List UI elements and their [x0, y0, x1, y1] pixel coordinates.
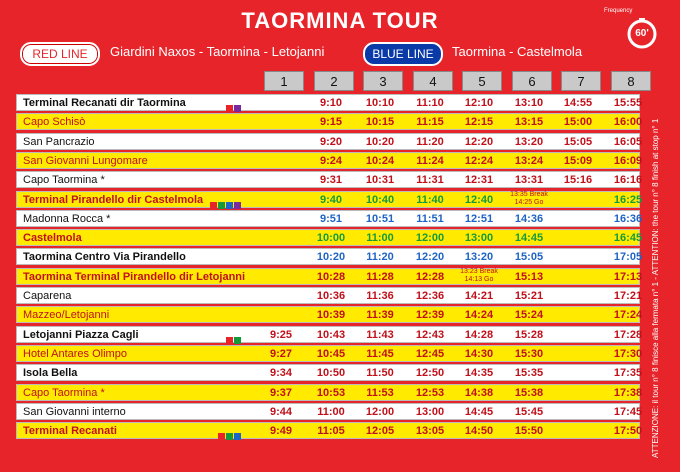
time-cell: 15:28	[514, 328, 544, 341]
time-cell: 17:30	[613, 347, 643, 360]
time-cell: 10:50	[316, 367, 346, 380]
stop-name: Capo Taormina *	[23, 174, 105, 187]
time-cell: 12:53	[415, 386, 445, 399]
frequency-badge	[604, 8, 664, 56]
time-cell: 9:10	[319, 97, 343, 109]
time-cell: 14:38	[464, 386, 494, 399]
time-cell: 9:44	[269, 405, 293, 418]
table-row	[16, 152, 643, 169]
time-cell: 11:36	[366, 290, 394, 302]
frequency-label: Frequency	[604, 8, 633, 14]
time-cell: 17:45	[613, 405, 643, 418]
time-cell: 10:43	[316, 328, 346, 341]
time-cell: 17:38	[613, 386, 643, 399]
time-cell: 12:00	[415, 232, 445, 245]
time-cell: 9:15	[319, 116, 343, 129]
time-cell: 10:20	[316, 251, 346, 264]
time-cell: 11:43	[366, 328, 394, 341]
time-cell: 10:24	[365, 154, 395, 167]
column-header-7: 7	[561, 71, 601, 91]
table-row	[16, 229, 643, 246]
time-cell: 11:20	[366, 251, 394, 264]
time-cell: 11:40	[416, 193, 444, 206]
time-cell: 16:05	[613, 135, 643, 148]
table-row	[16, 210, 643, 227]
table-row	[16, 384, 643, 401]
time-cell: 12:40	[464, 193, 494, 206]
time-cell: 11:10	[416, 97, 444, 109]
stop-name: Castelmola	[23, 232, 82, 245]
time-cell: 13:15	[514, 116, 544, 129]
time-cell: 9:24	[319, 154, 343, 167]
time-cell: 13:00	[415, 405, 445, 418]
time-cell: 10:20	[365, 135, 395, 148]
time-cell: 13:31	[514, 174, 544, 187]
stop-name: Taormina Terminal Pirandello dir Letojanni	[23, 270, 246, 283]
time-cell: 13:20	[464, 251, 494, 264]
time-cell: 9:25	[269, 328, 293, 341]
stop-name: Hotel Antares Olimpo	[23, 347, 127, 360]
time-cell: 12:39	[415, 309, 445, 322]
table-row	[16, 94, 643, 111]
time-cell: 13:20	[514, 135, 544, 148]
time-cell: 13:10	[514, 97, 544, 109]
time-cell: 15:05	[514, 251, 544, 264]
time-cell: 14:55	[563, 97, 593, 109]
time-cell: 11:20	[416, 135, 444, 148]
time-cell: 13:24	[514, 154, 544, 167]
time-cell: 14:36	[514, 212, 544, 225]
time-cell: 15:05	[563, 135, 593, 148]
time-cell: 9:37	[269, 386, 293, 399]
time-cell: 11:50	[366, 367, 394, 380]
time-cell: 15:38	[514, 386, 544, 399]
table-row	[16, 306, 643, 323]
time-cell: 11:31	[416, 174, 444, 187]
time-cell: 10:40	[365, 193, 395, 206]
time-cell: 16:00	[613, 116, 643, 129]
time-cell: 13:05	[415, 425, 445, 438]
time-cell: 16:09	[613, 154, 643, 167]
table-row	[16, 113, 643, 130]
time-cell: 11:05	[317, 425, 345, 438]
time-cell: 15:30	[514, 347, 544, 360]
stop-name: San Pancrazio	[23, 135, 95, 148]
table-row	[16, 267, 643, 285]
column-header-2: 2	[314, 71, 354, 91]
time-cell: 10:39	[316, 309, 346, 322]
time-cell: 14:50	[464, 425, 494, 438]
time-cell: 14:30	[464, 347, 494, 360]
time-cell: 15:50	[514, 425, 544, 438]
break-note: 13:23 Break 14:13 Go	[460, 267, 498, 283]
time-cell: 15:45	[514, 405, 544, 418]
blue-line-badge: BLUE LINE	[363, 42, 443, 66]
time-cell: 17:28	[613, 328, 643, 341]
time-cell: 17:13	[613, 270, 643, 283]
blue-line-route: Taormina - Castelmola	[452, 44, 583, 59]
stop-name: Terminal Recanati	[23, 425, 117, 438]
stop-name: Capo Taormina *	[23, 386, 105, 399]
time-cell: 9:40	[319, 193, 343, 206]
time-cell: 12:20	[415, 251, 445, 264]
stop-name: Taormina Centro Via Pirandello	[23, 251, 186, 264]
time-cell: 13:00	[464, 232, 494, 245]
table-row	[16, 287, 643, 304]
time-cell: 11:00	[366, 232, 394, 245]
time-cell: 11:39	[366, 309, 394, 322]
time-cell: 15:21	[514, 290, 544, 302]
column-header-4: 4	[413, 71, 453, 91]
time-cell: 10:53	[316, 386, 346, 399]
time-cell: 15:35	[514, 367, 544, 380]
time-cell: 12:28	[415, 270, 445, 283]
line-color-flags	[226, 99, 242, 106]
time-cell: 12:05	[365, 425, 395, 438]
table-row	[16, 171, 643, 188]
stop-name: San Giovanni interno	[23, 405, 126, 418]
table-row	[16, 422, 643, 439]
time-cell: 15:13	[514, 270, 544, 283]
time-cell: 10:28	[316, 270, 346, 283]
time-cell: 14:45	[514, 232, 544, 245]
time-cell: 15:09	[563, 154, 593, 167]
table-row	[16, 326, 643, 343]
time-cell: 15:16	[563, 174, 593, 187]
table-row	[16, 345, 643, 362]
time-cell: 9:20	[319, 135, 343, 148]
time-cell: 9:34	[269, 367, 293, 380]
time-cell: 11:00	[317, 405, 345, 418]
stop-name: San Giovanni Lungomare	[23, 154, 148, 167]
time-cell: 9:49	[269, 425, 293, 438]
time-cell: 12:10	[464, 97, 494, 109]
time-cell: 12:24	[464, 154, 494, 167]
table-row	[16, 133, 643, 150]
stop-name: Caparena	[23, 290, 72, 302]
time-cell: 16:45	[613, 232, 643, 245]
column-header-5: 5	[462, 71, 502, 91]
line-color-flags	[210, 196, 242, 203]
time-cell: 16:16	[613, 174, 643, 187]
table-row	[16, 403, 643, 420]
time-cell: 12:20	[464, 135, 494, 148]
time-cell: 11:28	[366, 270, 394, 283]
time-cell: 10:51	[365, 212, 395, 225]
time-cell: 17:05	[613, 251, 643, 264]
time-cell: 9:27	[269, 347, 293, 360]
time-cell: 15:55	[613, 97, 643, 109]
time-cell: 14:24	[464, 309, 494, 322]
page-title: TAORMINA TOUR	[241, 8, 439, 33]
table-row	[16, 190, 643, 208]
column-header-1: 1	[264, 71, 304, 91]
column-header-6: 6	[512, 71, 552, 91]
time-cell: 12:15	[464, 116, 494, 129]
stop-name: Terminal Pirandello dir Castelmola	[23, 193, 204, 206]
time-cell: 12:31	[464, 174, 494, 187]
time-cell: 9:51	[319, 212, 343, 225]
stop-name: Madonna Rocca *	[23, 212, 111, 225]
time-cell: 17:35	[613, 367, 643, 380]
stop-name: Isola Bella	[23, 367, 78, 380]
time-cell: 10:45	[316, 347, 346, 360]
time-cell: 16:36	[613, 212, 643, 225]
time-cell: 10:36	[316, 290, 346, 302]
time-cell: 14:21	[464, 290, 494, 302]
stop-name: Mazzeo/Letojanni	[23, 309, 110, 322]
stop-name: Capo Schisò	[23, 116, 86, 129]
red-line-badge: RED LINE	[20, 42, 100, 66]
time-cell: 12:45	[415, 347, 445, 360]
time-cell: 11:24	[416, 154, 444, 167]
stop-name: Terminal Recanati dir Taormina	[23, 97, 186, 109]
column-header-8: 8	[611, 71, 651, 91]
time-cell: 12:43	[415, 328, 445, 341]
time-cell: 17:21	[613, 290, 643, 302]
time-cell: 15:00	[563, 116, 593, 129]
time-cell: 11:53	[366, 386, 394, 399]
column-header-3: 3	[363, 71, 403, 91]
time-cell: 14:28	[464, 328, 494, 341]
time-cell: 15:24	[514, 309, 544, 322]
time-cell: 11:51	[416, 212, 444, 225]
time-cell: 11:15	[416, 116, 444, 129]
stop-name: Letojanni Piazza Cagli	[23, 328, 139, 341]
time-cell: 17:24	[613, 309, 643, 322]
time-cell: 10:10	[365, 97, 395, 109]
time-cell: 12:50	[415, 367, 445, 380]
line-color-flags	[218, 427, 242, 434]
frequency-value: 60'	[635, 28, 649, 39]
side-note	[644, 80, 664, 460]
time-cell: 14:45	[464, 405, 494, 418]
table-row	[16, 364, 643, 381]
red-line-route: Giardini Naxos - Taormina - Letojanni	[110, 44, 325, 59]
time-cell: 10:31	[365, 174, 395, 187]
break-note: 13:35 Break 14:25 Go	[510, 190, 548, 206]
line-color-flags	[226, 331, 242, 338]
time-cell: 12:51	[464, 212, 494, 225]
time-cell: 17:50	[613, 425, 643, 438]
time-cell: 9:31	[319, 174, 343, 187]
table-row	[16, 248, 643, 265]
time-cell: 11:45	[366, 347, 394, 360]
time-cell: 16:25	[613, 193, 643, 206]
time-cell: 12:00	[365, 405, 395, 418]
side-note-text: ATTENZIONE: il tour n° 8 finisce alla fermata n° 1 - ATTENTION: the tour n° 8 finish at stop n° 1	[651, 118, 660, 458]
time-cell: 10:00	[316, 232, 346, 245]
time-cell: 14:35	[464, 367, 494, 380]
time-cell: 12:36	[415, 290, 445, 302]
time-cell: 10:15	[365, 116, 395, 129]
